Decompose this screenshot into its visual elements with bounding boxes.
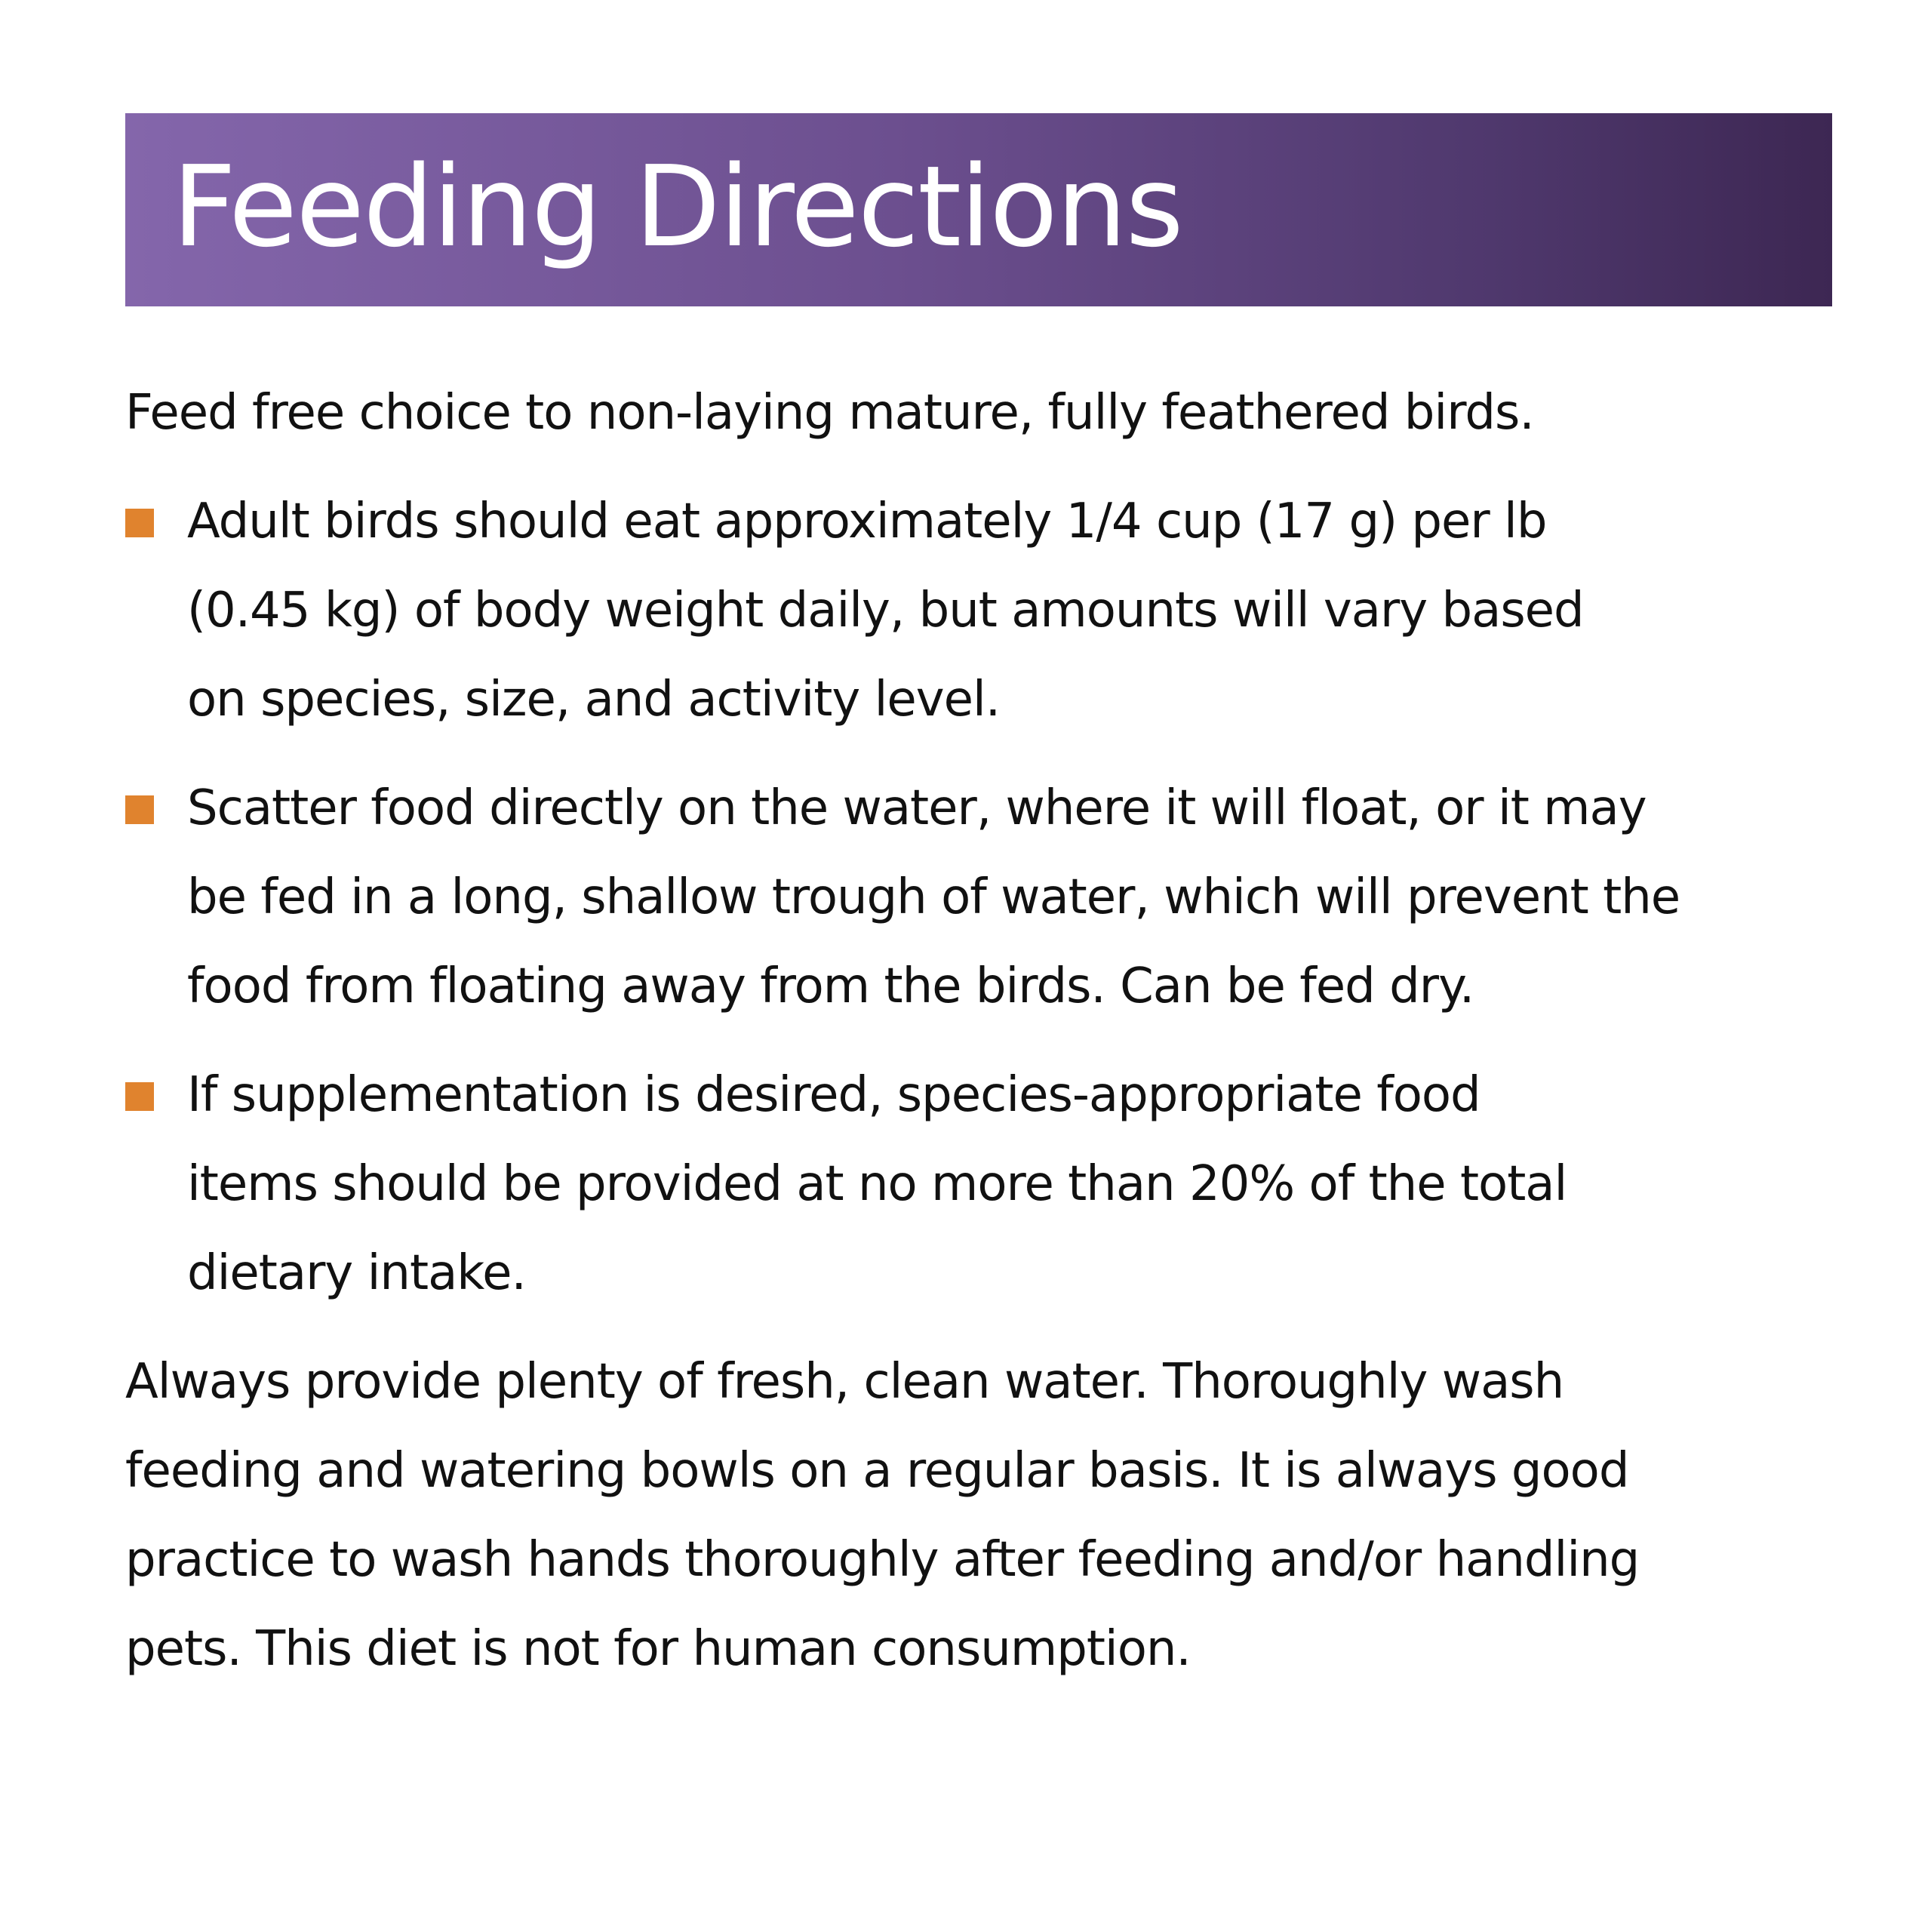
bullet-line: Adult birds should eat approximately 1/4 cup (17 g) per lb bbox=[187, 494, 1547, 549]
bullet-line: on species, size, and activity level. bbox=[187, 672, 1001, 728]
square-bullet-icon bbox=[125, 795, 154, 824]
list-item bbox=[125, 1051, 1846, 1318]
title-banner bbox=[125, 113, 1832, 306]
square-bullet-icon bbox=[125, 509, 154, 537]
closing-line: Always provide plenty of fresh, clean water. Thoroughly wash bbox=[125, 1354, 1564, 1410]
bullet-line: be fed in a long, shallow trough of water, which will prevent the bbox=[187, 869, 1680, 925]
page-title: Feeding Directions bbox=[172, 142, 1182, 272]
feeding-directions-content bbox=[125, 368, 1846, 1694]
closing-paragraph bbox=[125, 1337, 1846, 1694]
bullet-line: If supplementation is desired, species-appropriate food bbox=[187, 1067, 1481, 1123]
intro-paragraph: Feed free choice to non-laying mature, fully feathered birds. bbox=[125, 385, 1534, 441]
bullet-line: dietary intake. bbox=[187, 1245, 526, 1301]
list-item bbox=[125, 477, 1846, 744]
bullet-line: Scatter food directly on the water, where it will float, or it may bbox=[187, 780, 1647, 836]
bullet-line: food from floating away from the birds. Can be fed dry. bbox=[187, 958, 1474, 1014]
closing-line: pets. This diet is not for human consumption. bbox=[125, 1621, 1191, 1677]
bullet-line: (0.45 kg) of body weight daily, but amounts will vary based bbox=[187, 583, 1584, 638]
list-item bbox=[125, 764, 1846, 1031]
bullet-line: items should be provided at no more than 20% of the total bbox=[187, 1156, 1567, 1212]
closing-line: practice to wash hands thoroughly after feeding and/or handling bbox=[125, 1532, 1640, 1588]
feeding-bullet-list bbox=[125, 477, 1846, 1318]
closing-line: feeding and watering bowls on a regular basis. It is always good bbox=[125, 1443, 1629, 1499]
square-bullet-icon bbox=[125, 1082, 154, 1111]
